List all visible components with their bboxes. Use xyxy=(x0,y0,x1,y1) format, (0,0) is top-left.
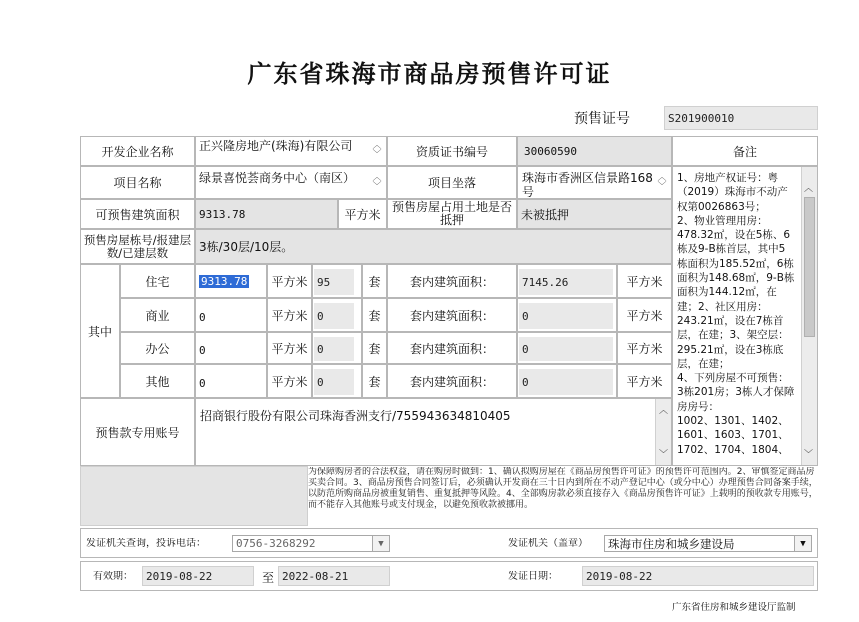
account-label: 预售款专用账号 xyxy=(80,398,195,466)
type-count-unit: 套 xyxy=(362,264,387,298)
inner-area-label: 套内建筑面积： xyxy=(387,298,517,332)
type-label: 住宅 xyxy=(120,264,195,298)
valid-to-field[interactable]: 2022-08-21 xyxy=(278,566,390,586)
type-label: 办公 xyxy=(120,332,195,364)
developer-value: 正兴隆房地产(珠海)有限公司 xyxy=(199,139,353,153)
type-count-unit: 套 xyxy=(362,298,387,332)
inner-area-field[interactable] xyxy=(517,364,617,398)
project-name-label: 项目名称 xyxy=(80,166,195,199)
issue-date-label: 发证日期： xyxy=(508,571,558,582)
type-area-value: 0 xyxy=(199,344,206,357)
type-label: 其他 xyxy=(120,364,195,398)
hotline-label: 发证机关查询，投诉电话： xyxy=(86,538,206,549)
inner-area-label: 套内建筑面积： xyxy=(387,364,517,398)
location-field[interactable] xyxy=(517,166,672,199)
type-count-field[interactable] xyxy=(312,364,362,398)
scroll-thumb[interactable] xyxy=(804,197,815,337)
valid-from-field[interactable]: 2019-08-22 xyxy=(142,566,254,586)
inner-area-value: 0 xyxy=(519,369,613,395)
chevron-up-icon[interactable]: ︿ xyxy=(659,406,669,416)
floors-field[interactable]: 3栋/30层/10层。 xyxy=(195,229,672,264)
remarks-text: 1、房地产权证号：粤（2019）珠海市不动产权第0026863号； 2、物业管理用房：478.32㎡，设在5栋、6栋及9-B栋首层，其中5栋面积为185.52㎡，6栋面积为148.68㎡，9-B栋面积为144.12㎡，在建；2、社区用房：243.21㎡，设在7栋首层，在建；3、架空层：295.21㎡，设在3栋底层，在建； 4、下列房屋不可预售：3栋201房；3栋人才保障房房号： 1002、1301、1402、1601、1603、1701、1702、1704、1804、 xyxy=(677,172,795,456)
chevron-down-icon[interactable]: ﹀ xyxy=(372,150,382,160)
qualification-field[interactable] xyxy=(517,136,672,166)
type-area-field[interactable] xyxy=(195,298,267,332)
chevron-down-icon[interactable]: ﹀ xyxy=(372,182,382,192)
inner-area-field[interactable] xyxy=(517,332,617,364)
account-field[interactable] xyxy=(195,398,672,466)
type-area-value: 9313.78 xyxy=(201,275,248,288)
issuer-dropdown[interactable] xyxy=(604,535,812,552)
supervisor-note: 广东省住房和城乡建设厅监制 xyxy=(672,602,796,613)
inner-area-label: 套内建筑面积： xyxy=(387,332,517,364)
valid-to-label: 至 xyxy=(262,571,275,585)
notice-text: 为保障购房者的合法权益，请在购房时做到：1、确认拟购房屋在《商品房预售许可证》的预售许可范围内。2、审慎签定商品房买卖合同。3、商品房预售合同签订后，必须确认开发商在三十日内到所在不动产登记中心（或分中心）办理预售合同备案手续，以防范所购商品房被重复销售、重复抵押等风险。4、全部购房款必须直接存入《商品房预售许可证》上载明的预收款专用账号，而不能存入其他账号或支付现金，以避免预收款被挪用。 xyxy=(308,467,818,510)
type-count-value: 0 xyxy=(314,303,354,329)
chevron-down-icon[interactable]: ▼ xyxy=(794,536,811,551)
type-count-value: 0 xyxy=(314,337,354,361)
permit-number-field[interactable]: S201900010 xyxy=(664,106,818,130)
type-count-unit: 套 xyxy=(362,332,387,364)
inner-area-unit: 平方米 xyxy=(617,298,672,332)
type-area-unit: 平方米 xyxy=(267,298,312,332)
inner-area-value: 7145.26 xyxy=(519,269,613,295)
type-area-field[interactable] xyxy=(195,332,267,364)
breakdown-group-label: 其中 xyxy=(80,264,120,398)
project-name-field[interactable] xyxy=(195,166,387,199)
inner-area-value: 0 xyxy=(519,337,613,361)
type-area-value: 0 xyxy=(199,311,206,324)
qualification-label: 资质证书编号 xyxy=(387,136,517,166)
presale-area-field[interactable]: 9313.78 xyxy=(195,199,338,229)
account-value: 招商银行股份有限公司珠海香洲支行/755943634810405 xyxy=(200,409,511,423)
chevron-up-icon[interactable]: ︿ xyxy=(804,184,814,194)
developer-label: 开发企业名称 xyxy=(80,136,195,166)
location-label: 项目坐落 xyxy=(387,166,517,199)
location-spinner[interactable] xyxy=(655,170,669,196)
project-name-spinner[interactable] xyxy=(370,170,384,196)
chevron-down-icon[interactable]: ﹀ xyxy=(659,450,669,460)
floors-label: 预售房屋栋号/报建层数/已建层数 xyxy=(80,229,195,264)
hotline-value: 0756-3268292 xyxy=(236,537,316,550)
type-count-value: 0 xyxy=(314,369,354,395)
developer-spinner[interactable] xyxy=(370,138,384,164)
type-count-value: 95 xyxy=(314,269,354,295)
type-count-unit: 套 xyxy=(362,364,387,398)
chevron-down-icon[interactable]: ﹀ xyxy=(657,182,667,192)
type-count-field[interactable] xyxy=(312,332,362,364)
type-count-field[interactable] xyxy=(312,298,362,332)
issue-date-field[interactable]: 2019-08-22 xyxy=(582,566,814,586)
chevron-down-icon[interactable]: ﹀ xyxy=(804,450,814,460)
type-area-field[interactable] xyxy=(195,364,267,398)
type-area-value: 0 xyxy=(199,377,206,390)
remarks-box[interactable] xyxy=(672,166,818,466)
account-scrollbar[interactable] xyxy=(655,399,671,465)
hotline-dropdown[interactable] xyxy=(232,535,390,552)
type-area-field[interactable] xyxy=(195,264,267,298)
type-area-unit: 平方米 xyxy=(267,332,312,364)
inner-area-unit: 平方米 xyxy=(617,332,672,364)
type-area-unit: 平方米 xyxy=(267,364,312,398)
project-name-value: 绿景喜悦荟商务中心（南区） xyxy=(199,171,356,185)
issuer-value: 珠海市住房和城乡建设局 xyxy=(608,536,735,551)
chevron-up-icon[interactable]: ︿ xyxy=(372,141,382,151)
mortgage-field[interactable]: 未被抵押 xyxy=(517,199,672,229)
chevron-down-icon[interactable]: ▼ xyxy=(372,536,389,551)
mortgage-label: 预售房屋占用土地是否抵押 xyxy=(387,199,517,229)
inner-area-field[interactable] xyxy=(517,298,617,332)
remarks-scrollbar[interactable] xyxy=(801,167,817,465)
document-title: 广东省珠海市商品房预售许可证 xyxy=(247,59,612,88)
chevron-up-icon[interactable]: ︿ xyxy=(657,173,667,183)
chevron-up-icon[interactable]: ︿ xyxy=(372,173,382,183)
main-table xyxy=(80,136,818,466)
developer-field[interactable] xyxy=(195,136,387,166)
presale-area-label: 可预售建筑面积 xyxy=(80,199,195,229)
type-count-field[interactable] xyxy=(312,264,362,298)
location-value: 珠海市香洲区信景路168号 xyxy=(522,171,653,197)
permit-number-label: 预售证号 xyxy=(574,111,630,126)
valid-label: 有效期： xyxy=(93,571,133,582)
qualification-value: 30060590 xyxy=(524,145,577,158)
inner-area-label: 套内建筑面积： xyxy=(387,264,517,298)
inner-area-field[interactable] xyxy=(517,264,617,298)
remarks-header: 备注 xyxy=(672,136,818,166)
inner-area-unit: 平方米 xyxy=(617,264,672,298)
type-label: 商业 xyxy=(120,298,195,332)
type-area-unit: 平方米 xyxy=(267,264,312,298)
presale-area-unit: 平方米 xyxy=(338,199,387,229)
issuer-label: 发证机关（盖章） xyxy=(508,538,588,549)
notice-left-panel xyxy=(80,466,308,526)
inner-area-value: 0 xyxy=(519,303,613,329)
inner-area-unit: 平方米 xyxy=(617,364,672,398)
